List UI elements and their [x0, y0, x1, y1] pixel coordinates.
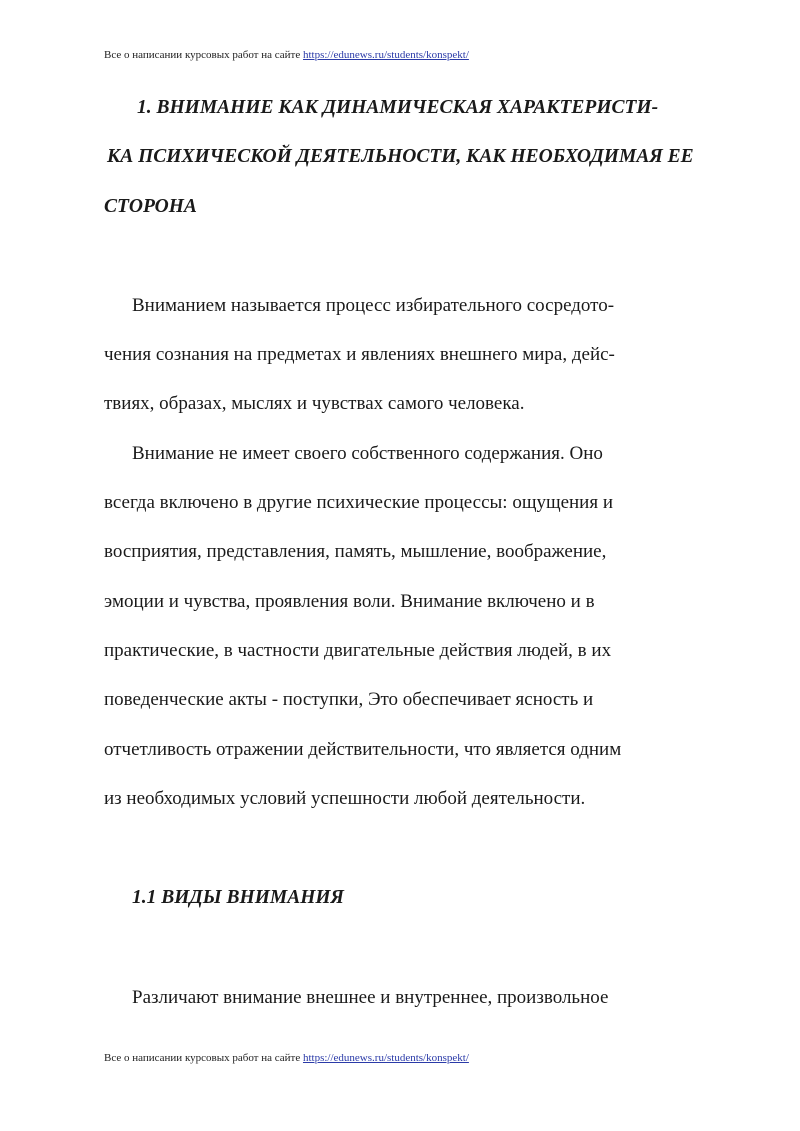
paragraph2-line-3: восприятия, представления, память, мышление, воображение, — [104, 541, 607, 562]
paragraph3-line-1: Различают внимание внешнее и внутреннее, произвольное — [132, 987, 609, 1008]
paragraph2-line-8: из необходимых условий успешности любой деятельности. — [104, 788, 586, 809]
footer-text: Все о написании курсовых работ на сайте — [104, 1052, 303, 1064]
chapter-heading-line-2: КА ПСИХИЧЕСКОЙ ДЕЯТЕЛЬНОСТИ, КАК НЕОБХОДИМАЯ ЕЕ — [107, 146, 694, 167]
header-text: Все о написании курсовых работ на сайте — [104, 49, 303, 61]
paragraph2-line-7: отчетливость отражении действительности, что является одним — [104, 739, 622, 760]
paragraph2-line-2: всегда включено в другие психические процессы: ощущения и — [104, 492, 614, 513]
paragraph1-line-2: чения сознания на предметах и явлениях внешнего мира, дейс- — [104, 344, 615, 365]
paragraph2-line-6: поведенческие акты - поступки, Это обеспечивает ясность и — [104, 689, 594, 710]
header-link[interactable]: https://edunews.ru/students/konspekt/ — [302, 49, 469, 61]
paragraph2-line-5: практические, в частности двигательные действия людей, в их — [104, 640, 612, 661]
chapter-heading-line-1: 1. ВНИМАНИЕ КАК ДИНАМИЧЕСКАЯ ХАРАКТЕРИСТИ- — [137, 97, 659, 118]
page-header — [104, 49, 469, 61]
paragraph1-line-1: Вниманием называется процесс избирательного сосредото- — [132, 295, 615, 316]
section-heading: 1.1 ВИДЫ ВНИМАНИЯ — [132, 887, 344, 908]
page-footer — [104, 1052, 469, 1064]
chapter-heading-line-3: СТОРОНА — [104, 196, 197, 217]
paragraph2-line-4: эмоции и чувства, проявления воли. Внимание включено и в — [104, 591, 595, 612]
paragraph2-line-1: Внимание не имеет своего собственного содержания. Оно — [132, 443, 603, 464]
footer-link[interactable]: https://edunews.ru/students/konspekt/ — [302, 1052, 469, 1064]
paragraph1-line-3: твиях, образах, мыслях и чувствах самого человека. — [104, 393, 525, 414]
